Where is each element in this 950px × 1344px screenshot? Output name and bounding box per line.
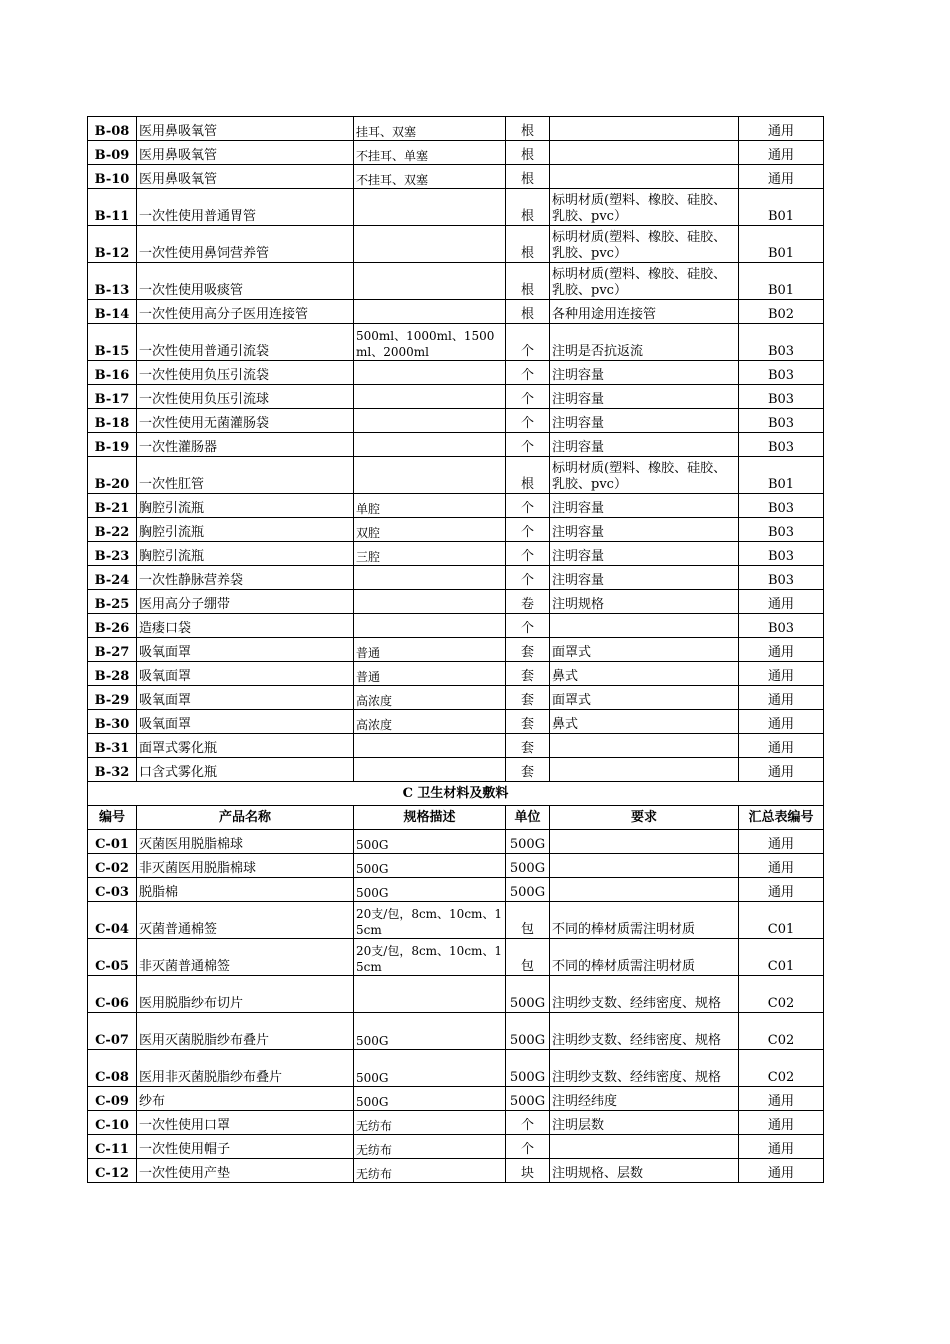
cell-unit: 500G xyxy=(506,854,550,878)
cell-summary-code: C02 xyxy=(739,1050,824,1087)
table-row xyxy=(88,614,824,638)
cell-unit: 套 xyxy=(506,734,550,758)
cell-unit: 卷 xyxy=(506,590,550,614)
cell-summary-code: B03 xyxy=(739,566,824,590)
cell-code: B-17 xyxy=(88,385,137,409)
cell-spec xyxy=(354,566,506,590)
cell-code: B-15 xyxy=(88,324,137,361)
cell-summary-code: B03 xyxy=(739,542,824,566)
table-row xyxy=(88,1013,824,1050)
cell-product-name: 一次性灌肠器 xyxy=(137,433,354,457)
cell-requirement: 面罩式 xyxy=(550,638,739,662)
table-row xyxy=(88,902,824,939)
cell-product-name: 医用脱脂纱布切片 xyxy=(137,976,354,1013)
cell-requirement: 注明容量 xyxy=(550,566,739,590)
cell-requirement: 标明材质(塑料、橡胶、硅胶、乳胶、pvc） xyxy=(550,457,739,494)
cell-code: B-21 xyxy=(88,494,137,518)
table-row xyxy=(88,566,824,590)
cell-spec: 无纺布 xyxy=(354,1159,506,1183)
cell-unit: 个 xyxy=(506,409,550,433)
table-row xyxy=(88,976,824,1013)
cell-product-name: 吸氧面罩 xyxy=(137,686,354,710)
cell-product-name: 一次性肛管 xyxy=(137,457,354,494)
cell-spec xyxy=(354,189,506,226)
cell-unit: 根 xyxy=(506,117,550,141)
cell-spec: 500ml、1000ml、1500ml、2000ml xyxy=(354,324,506,361)
cell-product-name: 灭菌普通棉签 xyxy=(137,902,354,939)
cell-unit: 个 xyxy=(506,433,550,457)
cell-spec: 高浓度 xyxy=(354,686,506,710)
table-row xyxy=(88,433,824,457)
cell-unit: 套 xyxy=(506,638,550,662)
cell-spec: 无纺布 xyxy=(354,1135,506,1159)
cell-summary-code: 通用 xyxy=(739,638,824,662)
table-row xyxy=(88,141,824,165)
cell-unit: 包 xyxy=(506,902,550,939)
cell-summary-code: B02 xyxy=(739,300,824,324)
cell-requirement xyxy=(550,117,739,141)
cell-product-name: 吸氧面罩 xyxy=(137,638,354,662)
table-row xyxy=(88,542,824,566)
cell-spec: 挂耳、双塞 xyxy=(354,117,506,141)
table-row xyxy=(88,662,824,686)
cell-spec xyxy=(354,976,506,1013)
cell-requirement: 面罩式 xyxy=(550,686,739,710)
cell-code: B-22 xyxy=(88,518,137,542)
cell-summary-code: B01 xyxy=(739,457,824,494)
table-row xyxy=(88,939,824,976)
section-b-rows xyxy=(88,117,824,782)
cell-unit: 根 xyxy=(506,141,550,165)
cell-spec: 500G xyxy=(354,854,506,878)
cell-requirement: 注明容量 xyxy=(550,433,739,457)
cell-summary-code: 通用 xyxy=(739,1135,824,1159)
cell-code: B-28 xyxy=(88,662,137,686)
cell-spec xyxy=(354,734,506,758)
cell-requirement: 不同的棒材质需注明材质 xyxy=(550,902,739,939)
cell-code: B-11 xyxy=(88,189,137,226)
cell-product-name: 口含式雾化瓶 xyxy=(137,758,354,782)
cell-spec: 不挂耳、单塞 xyxy=(354,141,506,165)
cell-product-name: 吸氧面罩 xyxy=(137,710,354,734)
cell-product-name: 医用非灭菌脱脂纱布叠片 xyxy=(137,1050,354,1087)
cell-requirement: 标明材质(塑料、橡胶、硅胶、乳胶、pvc） xyxy=(550,263,739,300)
cell-code: C-04 xyxy=(88,902,137,939)
table-row xyxy=(88,830,824,854)
cell-requirement: 标明材质(塑料、橡胶、硅胶、乳胶、pvc） xyxy=(550,189,739,226)
cell-requirement: 注明规格、层数 xyxy=(550,1159,739,1183)
cell-spec: 双腔 xyxy=(354,518,506,542)
cell-unit: 套 xyxy=(506,662,550,686)
cell-summary-code: C01 xyxy=(739,902,824,939)
cell-summary-code: 通用 xyxy=(739,854,824,878)
table-row xyxy=(88,590,824,614)
cell-summary-code: B01 xyxy=(739,226,824,263)
cell-product-name: 医用高分子绷带 xyxy=(137,590,354,614)
cell-product-name: 非灭菌普通棉签 xyxy=(137,939,354,976)
table-row xyxy=(88,165,824,189)
cell-unit: 套 xyxy=(506,710,550,734)
cell-code: B-23 xyxy=(88,542,137,566)
cell-requirement xyxy=(550,1135,739,1159)
cell-summary-code: 通用 xyxy=(739,1111,824,1135)
cell-requirement: 注明层数 xyxy=(550,1111,739,1135)
cell-code: B-09 xyxy=(88,141,137,165)
cell-code: B-24 xyxy=(88,566,137,590)
cell-product-name: 一次性使用普通引流袋 xyxy=(137,324,354,361)
cell-code: B-29 xyxy=(88,686,137,710)
cell-spec: 不挂耳、双塞 xyxy=(354,165,506,189)
cell-code: B-18 xyxy=(88,409,137,433)
cell-product-name: 一次性使用高分子医用连接管 xyxy=(137,300,354,324)
cell-spec xyxy=(354,300,506,324)
cell-code: C-07 xyxy=(88,1013,137,1050)
cell-product-name: 胸腔引流瓶 xyxy=(137,518,354,542)
cell-unit: 个 xyxy=(506,1135,550,1159)
cell-code: B-19 xyxy=(88,433,137,457)
cell-product-name: 一次性使用帽子 xyxy=(137,1135,354,1159)
cell-product-name: 医用灭菌脱脂纱布叠片 xyxy=(137,1013,354,1050)
section-c-heading xyxy=(88,782,824,830)
table-row xyxy=(88,385,824,409)
cell-unit: 根 xyxy=(506,165,550,189)
cell-code: B-10 xyxy=(88,165,137,189)
cell-unit: 500G xyxy=(506,1050,550,1087)
cell-product-name: 胸腔引流瓶 xyxy=(137,542,354,566)
cell-summary-code: 通用 xyxy=(739,734,824,758)
cell-summary-code: B01 xyxy=(739,189,824,226)
cell-summary-code: 通用 xyxy=(739,1087,824,1111)
cell-summary-code: B03 xyxy=(739,324,824,361)
table-row xyxy=(88,1050,824,1087)
cell-product-name: 医用鼻吸氧管 xyxy=(137,117,354,141)
table-row xyxy=(88,878,824,902)
cell-summary-code: B03 xyxy=(739,494,824,518)
cell-requirement: 注明是否抗返流 xyxy=(550,324,739,361)
cell-requirement xyxy=(550,878,739,902)
cell-code: B-14 xyxy=(88,300,137,324)
cell-unit: 套 xyxy=(506,758,550,782)
table-row xyxy=(88,324,824,361)
cell-product-name: 一次性使用口罩 xyxy=(137,1111,354,1135)
table-row xyxy=(88,1159,824,1183)
cell-unit: 个 xyxy=(506,361,550,385)
cell-product-name: 一次性静脉营养袋 xyxy=(137,566,354,590)
cell-spec: 无纺布 xyxy=(354,1111,506,1135)
table-row xyxy=(88,117,824,141)
cell-unit: 个 xyxy=(506,614,550,638)
cell-product-name: 纱布 xyxy=(137,1087,354,1111)
cell-code: B-32 xyxy=(88,758,137,782)
cell-requirement xyxy=(550,734,739,758)
cell-requirement xyxy=(550,141,739,165)
cell-code: B-20 xyxy=(88,457,137,494)
cell-product-name: 一次性使用普通胃管 xyxy=(137,189,354,226)
cell-summary-code: C01 xyxy=(739,939,824,976)
cell-code: B-26 xyxy=(88,614,137,638)
cell-spec: 500G xyxy=(354,878,506,902)
cell-spec: 三腔 xyxy=(354,542,506,566)
cell-spec xyxy=(354,457,506,494)
cell-requirement: 鼻式 xyxy=(550,710,739,734)
cell-code: C-03 xyxy=(88,878,137,902)
cell-spec: 500G xyxy=(354,1013,506,1050)
cell-requirement xyxy=(550,854,739,878)
cell-code: B-30 xyxy=(88,710,137,734)
cell-product-name: 胸腔引流瓶 xyxy=(137,494,354,518)
cell-product-name: 医用鼻吸氧管 xyxy=(137,141,354,165)
cell-summary-code: 通用 xyxy=(739,590,824,614)
cell-requirement: 注明容量 xyxy=(550,494,739,518)
cell-code: C-12 xyxy=(88,1159,137,1183)
cell-unit: 500G xyxy=(506,1013,550,1050)
cell-spec xyxy=(354,226,506,263)
cell-spec xyxy=(354,758,506,782)
table-row xyxy=(88,1111,824,1135)
cell-summary-code: C02 xyxy=(739,976,824,1013)
cell-spec xyxy=(354,409,506,433)
cell-requirement: 注明容量 xyxy=(550,361,739,385)
cell-spec: 普通 xyxy=(354,662,506,686)
cell-product-name: 一次性使用负压引流球 xyxy=(137,385,354,409)
cell-code: B-08 xyxy=(88,117,137,141)
cell-unit: 个 xyxy=(506,566,550,590)
cell-unit: 个 xyxy=(506,385,550,409)
cell-product-name: 一次性使用无菌灌肠袋 xyxy=(137,409,354,433)
cell-requirement xyxy=(550,614,739,638)
cell-requirement: 标明材质(塑料、橡胶、硅胶、乳胶、pvc） xyxy=(550,226,739,263)
cell-unit: 根 xyxy=(506,189,550,226)
cell-unit: 500G xyxy=(506,878,550,902)
cell-spec: 500G xyxy=(354,1087,506,1111)
cell-summary-code: 通用 xyxy=(739,1159,824,1183)
table-row xyxy=(88,686,824,710)
cell-spec xyxy=(354,614,506,638)
table-row xyxy=(88,854,824,878)
header-unit: 单位 xyxy=(506,806,550,830)
table-row xyxy=(88,1135,824,1159)
cell-spec: 500G xyxy=(354,1050,506,1087)
cell-spec xyxy=(354,361,506,385)
column-header-row xyxy=(88,806,824,830)
cell-summary-code: C02 xyxy=(739,1013,824,1050)
cell-code: C-10 xyxy=(88,1111,137,1135)
cell-requirement: 注明容量 xyxy=(550,409,739,433)
cell-unit: 根 xyxy=(506,263,550,300)
cell-product-name: 一次性使用产垫 xyxy=(137,1159,354,1183)
cell-summary-code: 通用 xyxy=(739,878,824,902)
cell-unit: 个 xyxy=(506,1111,550,1135)
cell-requirement xyxy=(550,758,739,782)
cell-product-name: 医用鼻吸氧管 xyxy=(137,165,354,189)
cell-code: B-12 xyxy=(88,226,137,263)
cell-requirement: 注明经纬度 xyxy=(550,1087,739,1111)
section-c-title: C 卫生材料及敷料 xyxy=(88,782,824,806)
cell-summary-code: B03 xyxy=(739,409,824,433)
cell-spec xyxy=(354,433,506,457)
header-spec: 规格描述 xyxy=(354,806,506,830)
cell-summary-code: 通用 xyxy=(739,710,824,734)
cell-requirement: 注明纱支数、经纬密度、规格 xyxy=(550,1013,739,1050)
table-row xyxy=(88,758,824,782)
header-requirement: 要求 xyxy=(550,806,739,830)
cell-unit: 套 xyxy=(506,686,550,710)
cell-spec: 20支/包，8cm、10cm、15cm xyxy=(354,939,506,976)
cell-unit: 个 xyxy=(506,542,550,566)
cell-product-name: 灭菌医用脱脂棉球 xyxy=(137,830,354,854)
cell-requirement: 注明容量 xyxy=(550,385,739,409)
cell-spec: 单腔 xyxy=(354,494,506,518)
cell-product-name: 造瘘口袋 xyxy=(137,614,354,638)
cell-product-name: 面罩式雾化瓶 xyxy=(137,734,354,758)
cell-unit: 500G xyxy=(506,976,550,1013)
cell-summary-code: B03 xyxy=(739,361,824,385)
table-row xyxy=(88,1087,824,1111)
cell-code: B-13 xyxy=(88,263,137,300)
cell-code: C-06 xyxy=(88,976,137,1013)
cell-code: B-16 xyxy=(88,361,137,385)
cell-summary-code: B03 xyxy=(739,614,824,638)
cell-product-name: 脱脂棉 xyxy=(137,878,354,902)
cell-unit: 500G xyxy=(506,830,550,854)
cell-summary-code: 通用 xyxy=(739,686,824,710)
cell-code: C-02 xyxy=(88,854,137,878)
cell-requirement xyxy=(550,165,739,189)
header-summary-code: 汇总表编号 xyxy=(739,806,824,830)
cell-unit: 个 xyxy=(506,518,550,542)
cell-unit: 个 xyxy=(506,494,550,518)
cell-summary-code: 通用 xyxy=(739,830,824,854)
cell-requirement: 各种用途用连接管 xyxy=(550,300,739,324)
cell-summary-code: 通用 xyxy=(739,141,824,165)
table-row xyxy=(88,263,824,300)
cell-spec: 20支/包，8cm、10cm、15cm xyxy=(354,902,506,939)
cell-requirement: 注明容量 xyxy=(550,518,739,542)
table-row xyxy=(88,361,824,385)
table-row xyxy=(88,300,824,324)
cell-summary-code: B03 xyxy=(739,385,824,409)
cell-code: B-25 xyxy=(88,590,137,614)
cell-summary-code: 通用 xyxy=(739,758,824,782)
cell-unit: 根 xyxy=(506,226,550,263)
cell-unit: 包 xyxy=(506,939,550,976)
cell-summary-code: B01 xyxy=(739,263,824,300)
cell-spec xyxy=(354,385,506,409)
cell-product-name: 非灭菌医用脱脂棉球 xyxy=(137,854,354,878)
cell-code: C-01 xyxy=(88,830,137,854)
cell-code: B-31 xyxy=(88,734,137,758)
product-spec-table xyxy=(87,116,824,1183)
table-row xyxy=(88,710,824,734)
cell-product-name: 吸氧面罩 xyxy=(137,662,354,686)
table-row xyxy=(88,189,824,226)
table-row xyxy=(88,409,824,433)
cell-requirement xyxy=(550,830,739,854)
table-row xyxy=(88,638,824,662)
cell-product-name: 一次性使用鼻饲营养管 xyxy=(137,226,354,263)
cell-requirement: 注明纱支数、经纬密度、规格 xyxy=(550,976,739,1013)
cell-requirement: 注明规格 xyxy=(550,590,739,614)
table-row xyxy=(88,734,824,758)
cell-unit: 根 xyxy=(506,457,550,494)
table-row xyxy=(88,226,824,263)
cell-summary-code: 通用 xyxy=(739,117,824,141)
cell-summary-code: B03 xyxy=(739,433,824,457)
cell-summary-code: 通用 xyxy=(739,165,824,189)
cell-unit: 根 xyxy=(506,300,550,324)
cell-spec: 普通 xyxy=(354,638,506,662)
cell-code: B-27 xyxy=(88,638,137,662)
cell-unit: 500G xyxy=(506,1087,550,1111)
cell-spec: 500G xyxy=(354,830,506,854)
cell-code: C-09 xyxy=(88,1087,137,1111)
cell-product-name: 一次性使用负压引流袋 xyxy=(137,361,354,385)
cell-unit: 个 xyxy=(506,324,550,361)
cell-unit: 块 xyxy=(506,1159,550,1183)
cell-code: C-05 xyxy=(88,939,137,976)
cell-requirement: 注明容量 xyxy=(550,542,739,566)
cell-code: C-11 xyxy=(88,1135,137,1159)
cell-product-name: 一次性使用吸痰管 xyxy=(137,263,354,300)
section-c-rows xyxy=(88,830,824,1183)
cell-summary-code: B03 xyxy=(739,518,824,542)
table-row xyxy=(88,494,824,518)
cell-requirement: 注明纱支数、经纬密度、规格 xyxy=(550,1050,739,1087)
table-row xyxy=(88,457,824,494)
cell-spec xyxy=(354,263,506,300)
header-code: 编号 xyxy=(88,806,137,830)
cell-spec: 高浓度 xyxy=(354,710,506,734)
cell-spec xyxy=(354,590,506,614)
cell-requirement: 鼻式 xyxy=(550,662,739,686)
header-name: 产品名称 xyxy=(137,806,354,830)
table-row xyxy=(88,518,824,542)
cell-code: C-08 xyxy=(88,1050,137,1087)
cell-requirement: 不同的棒材质需注明材质 xyxy=(550,939,739,976)
cell-summary-code: 通用 xyxy=(739,662,824,686)
